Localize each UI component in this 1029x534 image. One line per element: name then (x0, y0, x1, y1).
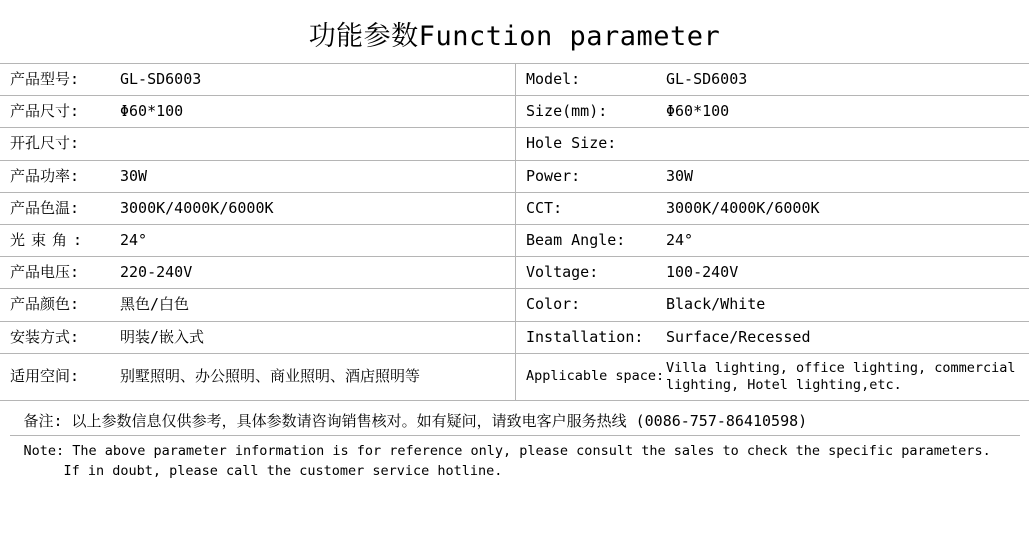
row-label-en: Applicable space: (516, 353, 657, 401)
row-value-en (656, 128, 1029, 160)
row-label-cn: 产品色温: (0, 192, 110, 224)
row-value-en: Φ60*100 (656, 96, 1029, 128)
table-row (0, 64, 1029, 96)
row-value-cn: 30W (110, 160, 516, 192)
row-value-cn: GL-SD6003 (110, 64, 516, 96)
row-label-cn: 适用空间: (0, 353, 110, 401)
row-value-en: 100-240V (656, 257, 1029, 289)
row-label-en: Model: (516, 64, 657, 96)
row-label-cn: 产品尺寸: (0, 96, 110, 128)
row-label-cn: 产品型号: (0, 64, 110, 96)
row-label-en: Color: (516, 289, 657, 321)
table-row (0, 160, 1029, 192)
row-value-en: 3000K/4000K/6000K (656, 192, 1029, 224)
row-label-en: Beam Angle: (516, 224, 657, 256)
row-value-cn: 3000K/4000K/6000K (110, 192, 516, 224)
row-value-en: Surface/Recessed (656, 321, 1029, 353)
table-row (0, 257, 1029, 289)
row-label-en: CCT: (516, 192, 657, 224)
table-row (0, 353, 1029, 401)
row-value-en: 24° (656, 224, 1029, 256)
row-value-cn: 24° (110, 224, 516, 256)
note-english (10, 436, 1020, 481)
row-label-cn: 产品功率: (0, 160, 110, 192)
row-value-cn: Φ60*100 (110, 96, 516, 128)
row-label-en: Voltage: (516, 257, 657, 289)
table-row (0, 192, 1029, 224)
row-label-en: Installation: (516, 321, 657, 353)
row-value-cn: 明装/嵌入式 (110, 321, 516, 353)
row-label-cn: 产品颜色: (0, 289, 110, 321)
row-label-cn: 产品电压: (0, 257, 110, 289)
row-value-en: Villa lighting, office lighting, commercial lighting, Hotel lighting,etc. (656, 353, 1029, 401)
row-value-cn: 220-240V (110, 257, 516, 289)
row-label-cn: 开孔尺寸: (0, 128, 110, 160)
row-value-cn (110, 128, 516, 160)
row-label-en: Size(mm): (516, 96, 657, 128)
note-english-line2: If in doubt, please call the customer service hotline. (63, 462, 503, 479)
row-value-en: 30W (656, 160, 1029, 192)
note-chinese: 备注: 以上参数信息仅供参考，具体参数请咨询销售核对。如有疑问，请致电客户服务热线 (0086-757-86410598) (10, 401, 1020, 436)
row-label-cn: 光束角: (0, 224, 110, 256)
table-row (0, 96, 1029, 128)
row-value-cn: 别墅照明、办公照明、商业照明、酒店照明等 (110, 353, 516, 401)
table-row (0, 289, 1029, 321)
specification-table (0, 63, 1029, 401)
page-title: 功能参数Function parameter (308, 21, 721, 52)
row-value-en: GL-SD6003 (656, 64, 1029, 96)
table-row (0, 321, 1029, 353)
note-english-line1: Note: The above parameter information is for reference only, please consult the sales to check the specific parameters. (23, 443, 991, 460)
table-row (0, 128, 1029, 160)
row-label-en: Hole Size: (516, 128, 657, 160)
row-value-en: Black/White (656, 289, 1029, 321)
row-label-en: Power: (516, 160, 657, 192)
row-value-cn: 黑色/白色 (110, 289, 516, 321)
table-row (0, 224, 1029, 256)
row-label-cn: 安装方式: (0, 321, 110, 353)
